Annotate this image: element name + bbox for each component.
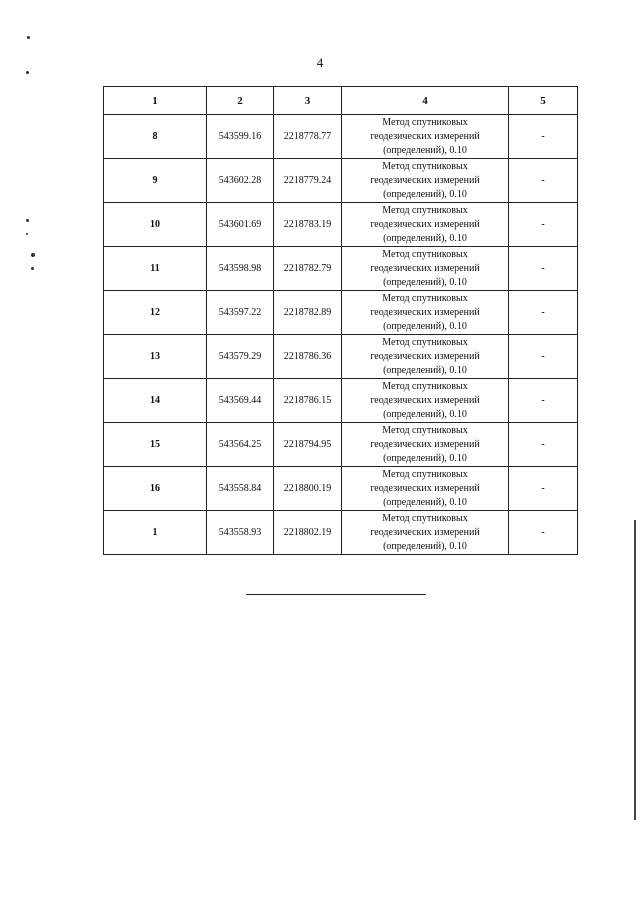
point-number-cell: 15 xyxy=(104,423,207,467)
x-coordinate-cell: 543558.84 xyxy=(207,467,274,511)
table-row xyxy=(104,115,578,159)
scan-speck xyxy=(31,253,35,257)
table-row xyxy=(104,423,578,467)
table-row xyxy=(104,511,578,555)
method-line: (определений), 0.10 xyxy=(383,496,467,508)
method-line: Метод спутниковых xyxy=(382,160,468,172)
column-header-x: 2 xyxy=(207,87,274,115)
method-cell xyxy=(342,159,509,203)
table-row xyxy=(104,379,578,423)
scan-edge-line xyxy=(634,520,636,820)
method-line: геодезических измерений xyxy=(370,482,480,494)
point-number-cell: 14 xyxy=(104,379,207,423)
method-line: (определений), 0.10 xyxy=(383,232,467,244)
method-line: Метод спутниковых xyxy=(382,292,468,304)
method-line: (определений), 0.10 xyxy=(383,144,467,156)
method-line: Метод спутниковых xyxy=(382,204,468,216)
column-header-point-number: 1 xyxy=(104,87,207,115)
method-cell xyxy=(342,335,509,379)
scan-speck xyxy=(26,233,28,235)
note-cell: - xyxy=(509,203,578,247)
x-coordinate-cell: 543579.29 xyxy=(207,335,274,379)
note-cell: - xyxy=(509,159,578,203)
y-coordinate-cell: 2218786.36 xyxy=(274,335,342,379)
method-line: геодезических измерений xyxy=(370,218,480,230)
scan-speck xyxy=(26,71,29,74)
method-line: геодезических измерений xyxy=(370,350,480,362)
table-row xyxy=(104,247,578,291)
y-coordinate-cell: 2218782.89 xyxy=(274,291,342,335)
y-coordinate-cell: 2218800.19 xyxy=(274,467,342,511)
method-line: Метод спутниковых xyxy=(382,512,468,524)
method-line: геодезических измерений xyxy=(370,174,480,186)
x-coordinate-cell: 543601.69 xyxy=(207,203,274,247)
x-coordinate-cell: 543599.16 xyxy=(207,115,274,159)
note-cell: - xyxy=(509,115,578,159)
method-line: геодезических измерений xyxy=(370,130,480,142)
method-cell xyxy=(342,203,509,247)
method-line: геодезических измерений xyxy=(370,306,480,318)
point-number-cell: 13 xyxy=(104,335,207,379)
point-number-cell: 11 xyxy=(104,247,207,291)
method-line: (определений), 0.10 xyxy=(383,452,467,464)
x-coordinate-cell: 543564.25 xyxy=(207,423,274,467)
table-row xyxy=(104,159,578,203)
x-coordinate-cell: 543597.22 xyxy=(207,291,274,335)
point-number-cell: 8 xyxy=(104,115,207,159)
note-cell: - xyxy=(509,291,578,335)
method-line: геодезических измерений xyxy=(370,438,480,450)
note-cell: - xyxy=(509,247,578,291)
method-line: Метод спутниковых xyxy=(382,116,468,128)
method-line: (определений), 0.10 xyxy=(383,540,467,552)
method-cell xyxy=(342,379,509,423)
x-coordinate-cell: 543602.28 xyxy=(207,159,274,203)
method-line: Метод спутниковых xyxy=(382,248,468,260)
y-coordinate-cell: 2218783.19 xyxy=(274,203,342,247)
coordinates-table xyxy=(103,86,578,555)
method-line: Метод спутниковых xyxy=(382,424,468,436)
method-line: Метод спутниковых xyxy=(382,380,468,392)
y-coordinate-cell: 2218802.19 xyxy=(274,511,342,555)
point-number-cell: 1 xyxy=(104,511,207,555)
column-header-note: 5 xyxy=(509,87,578,115)
method-line: геодезических измерений xyxy=(370,262,480,274)
note-cell: - xyxy=(509,423,578,467)
x-coordinate-cell: 543558.93 xyxy=(207,511,274,555)
method-cell xyxy=(342,467,509,511)
point-number-cell: 12 xyxy=(104,291,207,335)
method-line: (определений), 0.10 xyxy=(383,408,467,420)
y-coordinate-cell: 2218794.95 xyxy=(274,423,342,467)
x-coordinate-cell: 543598.98 xyxy=(207,247,274,291)
end-of-document-rule xyxy=(246,594,426,595)
x-coordinate-cell: 543569.44 xyxy=(207,379,274,423)
method-line: (определений), 0.10 xyxy=(383,188,467,200)
point-number-cell: 16 xyxy=(104,467,207,511)
scan-speck xyxy=(31,267,34,270)
method-cell xyxy=(342,247,509,291)
point-number-cell: 9 xyxy=(104,159,207,203)
method-line: геодезических измерений xyxy=(370,394,480,406)
point-number-cell: 10 xyxy=(104,203,207,247)
method-line: Метод спутниковых xyxy=(382,336,468,348)
table-header-row xyxy=(104,87,578,115)
method-cell xyxy=(342,423,509,467)
method-line: (определений), 0.10 xyxy=(383,364,467,376)
scan-speck xyxy=(26,219,29,222)
table-row xyxy=(104,203,578,247)
column-header-method: 4 xyxy=(342,87,509,115)
note-cell: - xyxy=(509,379,578,423)
table-body xyxy=(104,115,578,555)
page-number: 4 xyxy=(316,55,324,70)
note-cell: - xyxy=(509,511,578,555)
column-header-y: 3 xyxy=(274,87,342,115)
method-line: (определений), 0.10 xyxy=(383,276,467,288)
table-row xyxy=(104,291,578,335)
method-line: (определений), 0.10 xyxy=(383,320,467,332)
y-coordinate-cell: 2218782.79 xyxy=(274,247,342,291)
method-cell xyxy=(342,511,509,555)
note-cell: - xyxy=(509,335,578,379)
note-cell: - xyxy=(509,467,578,511)
y-coordinate-cell: 2218779.24 xyxy=(274,159,342,203)
y-coordinate-cell: 2218778.77 xyxy=(274,115,342,159)
method-cell xyxy=(342,115,509,159)
method-cell xyxy=(342,291,509,335)
table-row xyxy=(104,467,578,511)
table-row xyxy=(104,335,578,379)
method-line: геодезических измерений xyxy=(370,526,480,538)
scan-speck xyxy=(27,36,30,39)
method-line: Метод спутниковых xyxy=(382,468,468,480)
y-coordinate-cell: 2218786.15 xyxy=(274,379,342,423)
